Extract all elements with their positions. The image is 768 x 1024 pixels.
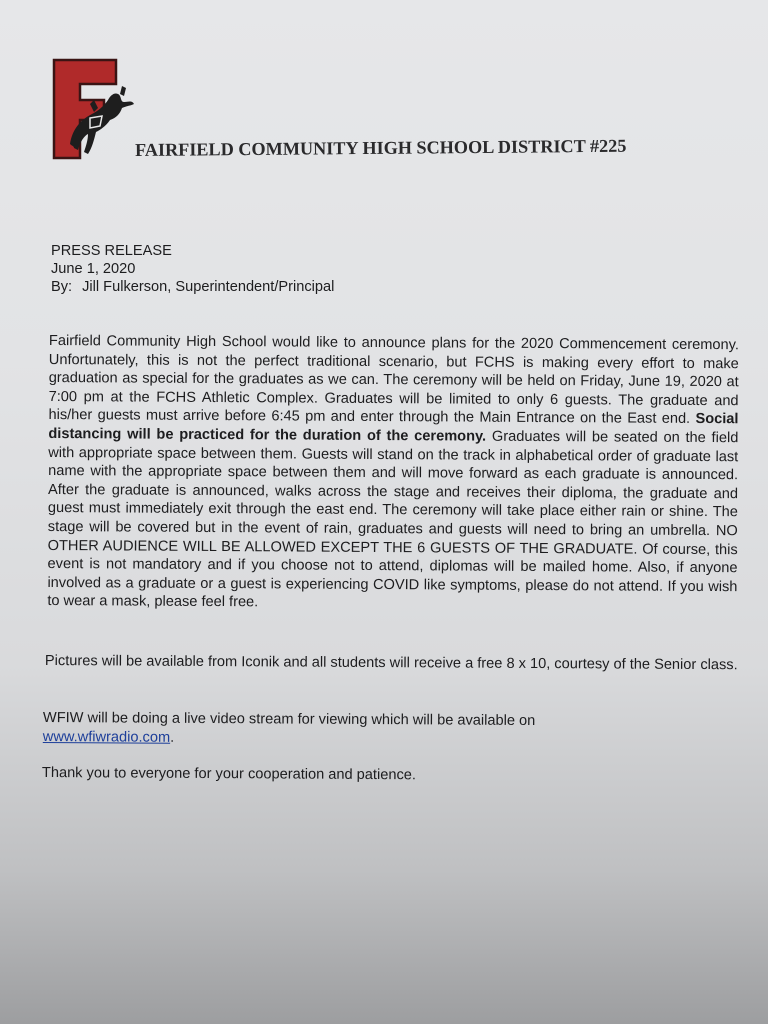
livestream-period: .	[170, 729, 175, 746]
thank-you-text: Thank you to everyone for your cooperation and patience.	[41, 765, 417, 784]
livestream-text: WFIW will be doing a live video stream for viewing which will be available on	[42, 710, 536, 730]
thank-you-paragraph	[42, 764, 742, 787]
byline-label: By:	[51, 279, 73, 295]
release-header	[51, 242, 334, 296]
release-byline	[51, 278, 334, 296]
social-distancing-notice: Social distancing will be practiced for the duration of the ceremony.	[48, 411, 739, 445]
district-name: FAIRFIELD COMMUNITY HIGH SCHOOL DISTRICT #225	[135, 135, 627, 160]
paragraph-text-continued: Graduates will be seated on the field with appropriate space between them. Guests will stand on the track in alphabetical order of graduate last name with the appropriate space between them and will move forward as each graduate is announced. After the graduate is announced, walks across the stage and receives their diploma, the graduate and guest must immediately exit through the east end. The ceremony will take place either rain or shine. The stage will be covered but in the event of rain, graduates and guests will need to bring an umbrella. NO OTHER AUDIENCE WILL BE ALLOWED EXCEPT THE 6 GUESTS OF THE GRADUATE. Of course, this event is not mandatory and if you choose not to attend, diplomas will be mailed home. Also, if anyone involved as a graduate or a guest is experiencing COVID like symptoms, please do not attend. If you wish to wear a mask, please feel free.	[47, 428, 739, 611]
release-date: June 1, 2020	[51, 261, 136, 277]
livestream-paragraph	[43, 709, 743, 750]
fairfield-mustang-logo	[50, 56, 138, 162]
release-title: PRESS RELEASE	[51, 243, 172, 259]
announcement-paragraph	[47, 332, 739, 615]
wfiw-radio-link[interactable]: www.wfiwradio.com	[42, 728, 171, 746]
pictures-paragraph	[45, 652, 745, 675]
pictures-text: Pictures will be available from Iconik and all students will receive a free 8 x 10, courtesy of the Senior class.	[44, 653, 738, 674]
paragraph-text: Fairfield Community High School would like to announce plans for the 2020 Commencement ceremony. Unfortunately, this is not the perfect traditional scenario, but FCHS is making every effort to make graduation as special for the graduates as we can. The ceremony will be held on Friday, June 19, 2020 at 7:00 pm at the FCHS Athletic Complex. Graduates will be limited to only 6 guests. The graduate and his/her guests must arrive before 6:45 pm and enter through the Main Entrance on the East end.	[48, 332, 739, 428]
byline-name: Jill Fulkerson, Superintendent/Principal	[82, 279, 335, 295]
